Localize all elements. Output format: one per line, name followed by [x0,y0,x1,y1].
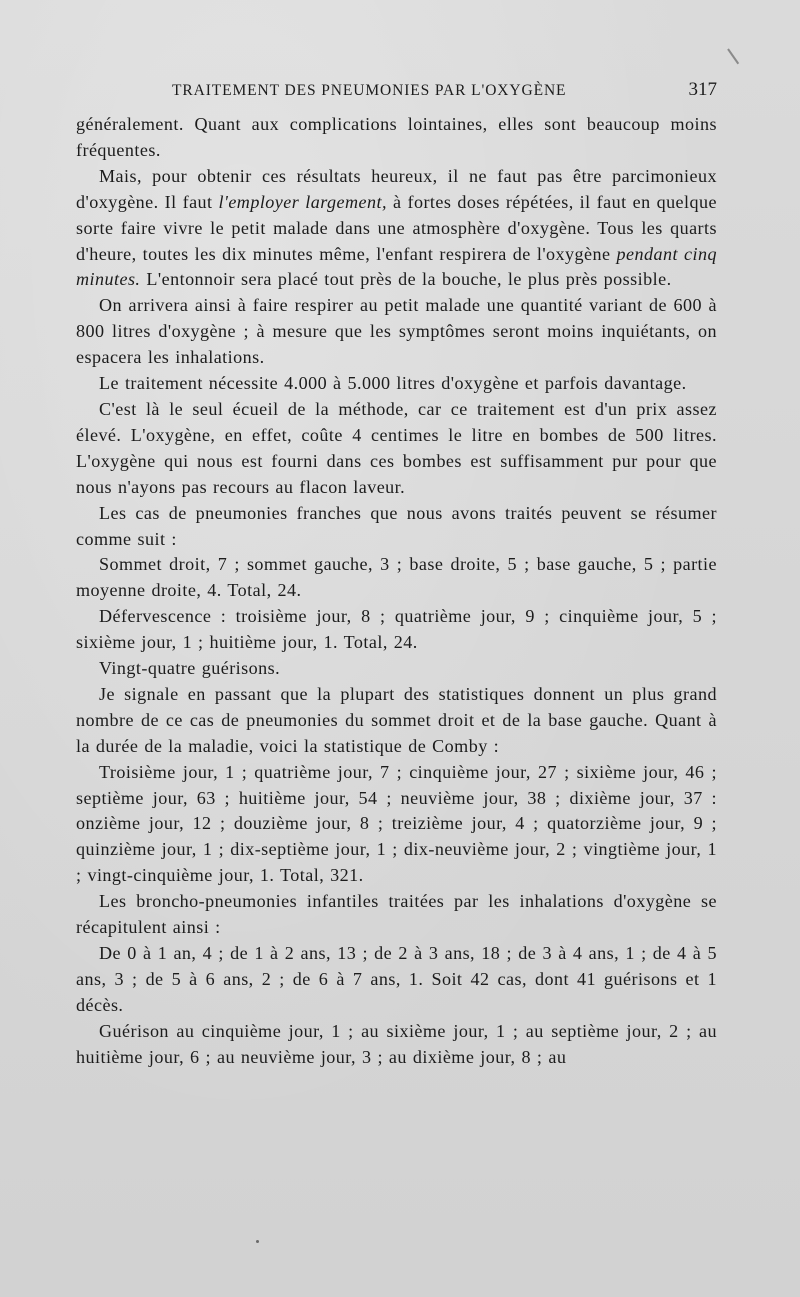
paragraph-7: Sommet droit, 7 ; sommet gauche, 3 ; base droite, 5 ; base gauche, 5 ; partie moyenne droite, 4. Total, 24. [76,554,717,601]
paragraph-3: On arrivera ainsi à faire respirer au petit malade une quantité variant de 600 à 800 litres d'oxygène ; à mesure que les symptômes seront moins inquiétants, on espacera les inhalations. [76,295,717,368]
page-header [172,79,717,101]
paragraph-2-part-c: L'entonnoir sera placé tout près de la bouche, le plus près possible. [140,269,672,290]
paragraph-2-part-a: Mais, pour obtenir ces résultats heureux, il ne faut pas être parcimonieux d'oxygène. Il faut [76,165,717,212]
paragraph-9: Vingt-quatre guérisons. [99,658,281,679]
paragraph-2-italic-2: pendant cinq minutes. [76,243,718,290]
page-number: 317 [688,79,717,100]
paragraph-6: Les cas de pneumonies franches que nous avons traités peuvent se résumer comme suit : [76,502,717,549]
paragraph-8: Défervescence : troisième jour, 8 ; quatrième jour, 9 ; cinquième jour, 5 ; sixième jour, 1 ; huitième jour, 1. Total, 24. [76,606,717,653]
paragraph-13: De 0 à 1 an, 4 ; de 1 à 2 ans, 13 ; de 2 à 3 ans, 18 ; de 3 à 4 ans, 1 ; de 4 à 5 ans, 3 ; de 5 à 6 ans, 2 ; de 6 à 7 ans, 1. Soit 42 cas, dont 41 guérisons et 1 décès. [76,943,717,1015]
running-title: TRAITEMENT DES PNEUMONIES PAR L'OXYGÈNE [172,82,567,99]
paragraph-4: Le traitement nécessite 4.000 à 5.000 litres d'oxygène et parfois davantage. [99,373,687,394]
paragraph-2 [76,164,717,294]
paragraph-10: Je signale en passant que la plupart des statistiques donnent un plus grand nombre de ce cas de pneumonies du sommet droit et de la base gauche. Quant à la durée de la maladie, voici la statistique de Comby : [76,683,717,756]
body-text [76,112,717,1071]
paragraph-14: Guérison au cinquième jour, 1 ; au sixième jour, 1 ; au septième jour, 2 ; au huitième jour, 6 ; au neuvième jour, 3 ; au dixième jour, 8 ; au [76,1020,717,1067]
paragraph-5: C'est là le seul écueil de la méthode, car ce traitement est d'un prix assez élevé. L'oxygène, en effet, coûte 4 centimes le litre en bombes de 500 litres. L'oxygène qui nous est fourni dans ces bombes est suffisamment pur pour que nous n'ayons pas recours au flacon laveur. [76,398,717,497]
paragraph-11: Troisième jour, 1 ; quatrième jour, 7 ; cinquième jour, 27 ; sixième jour, 46 ; septième jour, 63 ; huitième jour, 54 ; neuvième jour, 38 ; dixième jour, 37 : onzième jour, 12 ; douzième jour, 8 ; treizième jour, 4 ; quatorzième jour, 9 ; quinzième jour, 1 ; dix-septième jour, 1 ; dix-neuvième jour, 2 ; vingtième jour, 1 ; vingt-cinquième jour, 1. Total, 321. [76,761,717,886]
paragraph-2-part-b: à fortes doses répétées, il faut en quelque sorte faire vivre le petit malade dans une atmosphère d'oxygène. Tous les quarts d'heure, toutes les dix minutes même, l'enfant respirera de l'oxygène [76,191,717,264]
paragraph-2-italic-1: l'employer largement, [218,191,387,212]
paragraph-1: généralement. Quant aux complications lointaines, elles sont beaucoup moins fréquentes. [76,114,717,160]
scan-mark [727,48,739,64]
paragraph-12: Les broncho-pneumonies infantiles traitées par les inhalations d'oxygène se récapitulent ainsi : [76,891,717,938]
ink-speck [256,1240,259,1243]
